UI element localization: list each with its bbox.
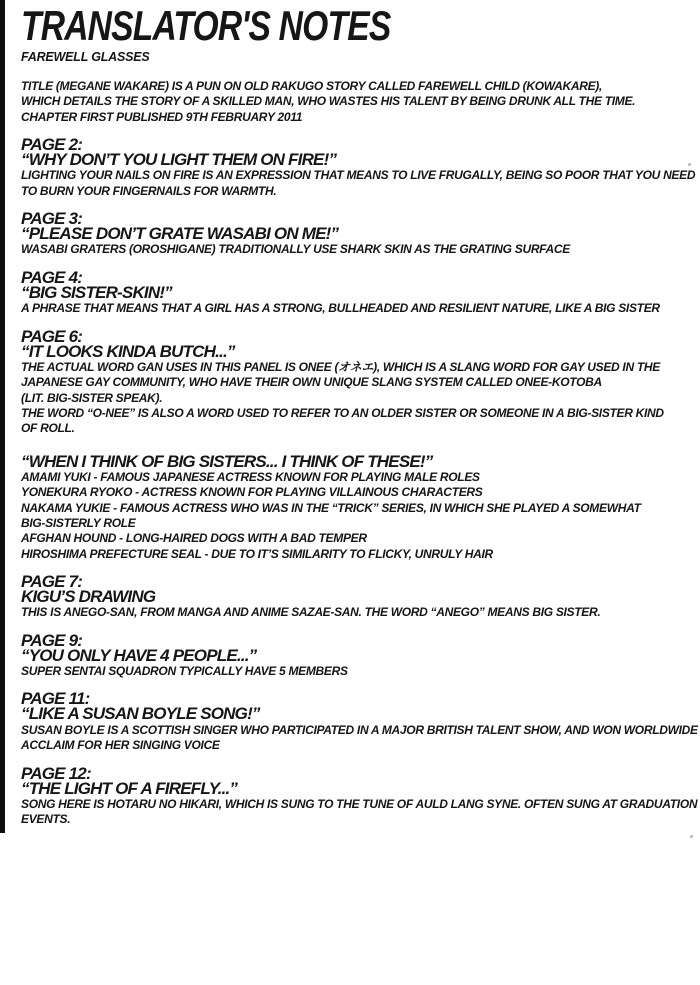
- note-section: [21, 326, 693, 437]
- section-quote: “BIG SISTER-SKIN!”: [21, 282, 172, 302]
- section-body: [21, 797, 698, 828]
- section-page-heading: PAGE 11:: [21, 689, 90, 709]
- note-line: THE WORD “O-NEE” IS ALSO A WORD USED TO REFER TO AN OLDER SISTER OR SOMEONE IN A BIG-SISTER KIND: [21, 405, 664, 420]
- note-section: [21, 451, 693, 562]
- note-line: THIS IS ANEGO-SAN, FROM MANGA AND ANIME SAZAE-SAN. THE WORD “ANEGO” MEANS BIG SISTER.: [21, 605, 601, 620]
- note-line: TO BURN YOUR FINGERNAILS FOR WARMTH.: [21, 183, 277, 198]
- page-title: TRANSLATOR'S NOTES: [21, 2, 391, 49]
- note-line: SONG HERE IS HOTARU NO HIKARI, WHICH IS SUNG TO THE TUNE OF AULD LANG SYNE. OFTEN SUNG AT GRADUATION: [21, 797, 698, 812]
- note-section: [21, 134, 696, 199]
- chapter-title: FAREWELL GLASSES: [21, 50, 150, 64]
- section-quote: “PLEASE DON’T GRATE WASABI ON ME!”: [21, 223, 339, 243]
- section-body: [21, 605, 693, 620]
- section-quote: “YOU ONLY HAVE 4 PEOPLE...”: [21, 645, 257, 665]
- section-page-heading: PAGE 12:: [21, 763, 91, 783]
- section-body: [21, 664, 693, 679]
- note-line: SUPER SENTAI SQUADRON TYPICALLY HAVE 5 MEMBERS: [21, 664, 348, 679]
- note-line: AMAMI YUKI - FAMOUS JAPANESE ACTRESS KNOWN FOR PLAYING MALE ROLES: [21, 470, 480, 485]
- note-line: OF ROLL.: [21, 421, 75, 436]
- section-page-heading: PAGE 6:: [21, 326, 83, 346]
- notes-page: [21, 2, 698, 828]
- intro-line: TITLE (MEGANE WAKARE) IS A PUN ON OLD RAKUGO STORY CALLED FAREWELL CHILD (KOWAKARE),: [21, 79, 603, 93]
- note-line: ACCLAIM FOR HER SINGING VOICE: [21, 738, 220, 753]
- section-quote: “WHY DON’T YOU LIGHT THEM ON FIRE!”: [21, 149, 337, 169]
- note-section: [21, 571, 693, 621]
- section-page-heading: PAGE 9:: [21, 630, 83, 650]
- note-line: NAKAMA YUKIE - FAMOUS ACTRESS WHO WAS IN THE “TRICK” SERIES, IN WHICH SHE PLAYED A SOMEWHAT: [21, 500, 641, 515]
- note-line: YONEKURA RYOKO - ACTRESS KNOWN FOR PLAYING VILLAINOUS CHARACTERS: [21, 485, 483, 500]
- section-quote: “WHEN I THINK OF BIG SISTERS... I THINK OF THESE!”: [21, 451, 433, 471]
- section-body: [21, 301, 693, 316]
- notes-sections: [21, 134, 698, 828]
- note-section: [21, 267, 693, 317]
- note-line: JAPANESE GAY COMMUNITY, WHO HAVE THEIR OWN UNIQUE SLANG SYSTEM CALLED ONEE-KOTOBA: [21, 375, 602, 390]
- section-body: [21, 168, 696, 199]
- note-line: EVENTS.: [21, 812, 71, 827]
- note-line: THE ACTUAL WORD GAN USES IN THIS PANEL IS ONEE (オネエ), WHICH IS A SLANG WORD FOR GAY USED IN THE: [21, 360, 660, 375]
- section-page-heading: PAGE 3:: [21, 208, 83, 228]
- note-section: [21, 630, 693, 680]
- section-page-heading: PAGE 7:: [21, 571, 83, 591]
- section-body: [21, 470, 693, 562]
- note-section: [21, 763, 698, 828]
- note-line: LIGHTING YOUR NAILS ON FIRE IS AN EXPRESSION THAT MEANS TO LIVE FRUGALLY, BEING SO POOR THAT YOU NEED: [21, 168, 696, 183]
- section-quote: “LIKE A SUSAN BOYLE SONG!”: [21, 704, 260, 724]
- note-section: [21, 689, 698, 753]
- section-body: [21, 242, 693, 257]
- note-line: WASABI GRATERS (OROSHIGANE) TRADITIONALLY USE SHARK SKIN AS THE GRATING SURFACE: [21, 242, 570, 257]
- section-page-heading: PAGE 4:: [21, 267, 83, 287]
- intro-line: CHAPTER FIRST PUBLISHED 9TH FEBRUARY 2011: [21, 109, 303, 124]
- note-line: BIG-SISTERLY ROLE: [21, 515, 136, 530]
- note-section: [21, 208, 693, 258]
- note-line: AFGHAN HOUND - LONG-HAIRED DOGS WITH A BAD TEMPER: [21, 531, 367, 546]
- section-body: [21, 360, 693, 436]
- section-body: [21, 722, 698, 754]
- section-quote: “IT LOOKS KINDA BUTCH...”: [21, 341, 235, 361]
- intro-paragraph: [21, 79, 693, 125]
- note-line: (LIT. BIG-SISTER SPEAK).: [21, 390, 163, 405]
- section-page-heading: PAGE 2:: [21, 134, 83, 154]
- intro-line: WHICH DETAILS THE STORY OF A SKILLED MAN, WHO WASTES HIS TALENT BY BEING DRUNK ALL THE TIME.: [21, 94, 636, 109]
- section-quote: KIGU’S DRAWING: [21, 586, 156, 606]
- scan-speck: [690, 835, 693, 838]
- note-line: SUSAN BOYLE IS A SCOTTISH SINGER WHO PARTICIPATED IN A MAJOR BRITISH TALENT SHOW, AND WON WORLDWIDE: [21, 722, 698, 737]
- scan-edge-bar-left: [0, 0, 5, 833]
- section-quote: “THE LIGHT OF A FIREFLY...”: [21, 778, 238, 798]
- note-line: HIROSHIMA PREFECTURE SEAL - DUE TO IT’S SIMILARITY TO FLICKY, UNRULY HAIR: [21, 546, 493, 561]
- note-line: A PHRASE THAT MEANS THAT A GIRL HAS A STRONG, BULLHEADED AND RESILIENT NATURE, LIKE A BIG SISTER: [21, 301, 660, 316]
